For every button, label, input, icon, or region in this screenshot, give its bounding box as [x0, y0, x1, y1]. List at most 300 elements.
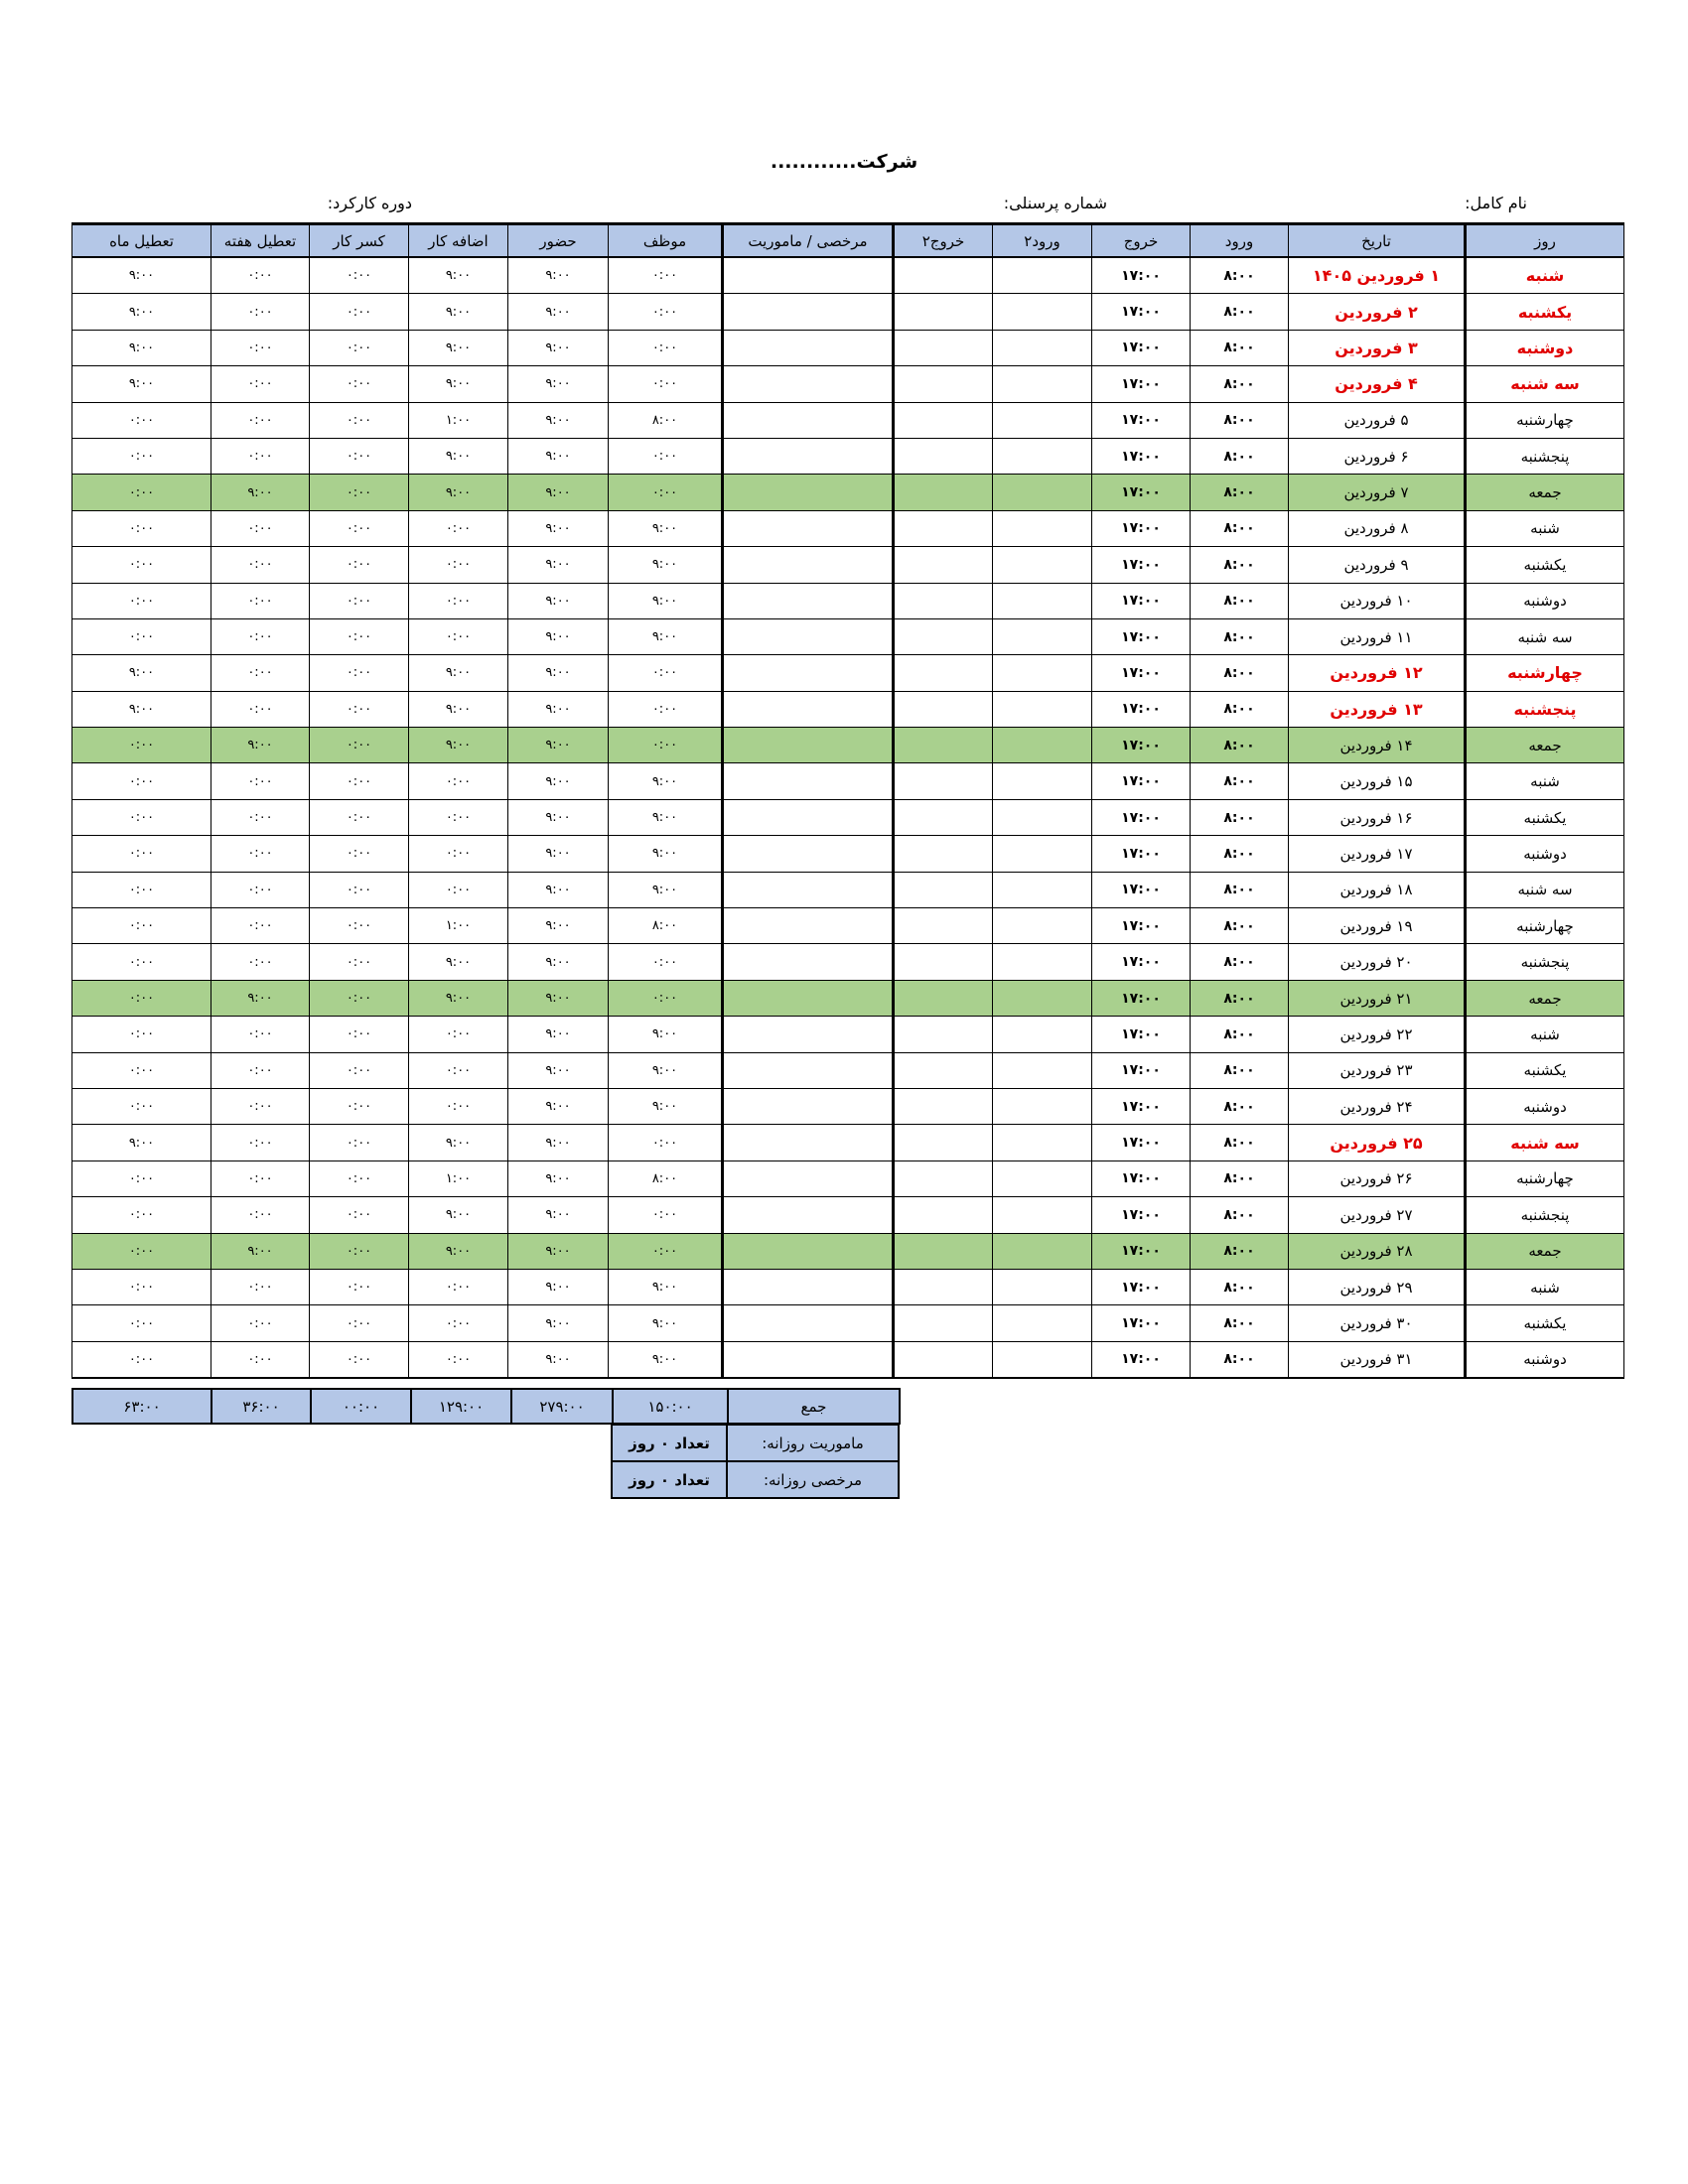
duty-cell: ۹:۰۰ [609, 763, 723, 799]
overtime-cell: ۹:۰۰ [409, 1197, 508, 1233]
exit-time-cell: ۱۷:۰۰ [1092, 402, 1191, 438]
out2-col-header: خروج۲ [894, 224, 993, 258]
deficit-cell: ۰:۰۰ [310, 836, 409, 872]
day-cell: جمعه [1466, 475, 1624, 510]
date-col-header: تاریخ [1289, 224, 1466, 258]
exit2-cell [894, 618, 993, 654]
table-row [72, 944, 1624, 980]
overtime-cell: ۹:۰۰ [409, 330, 508, 365]
deficit-cell: ۰:۰۰ [310, 1197, 409, 1233]
presence-cell: ۹:۰۰ [508, 691, 609, 727]
table-row [72, 1233, 1624, 1269]
date-cell: ۳ فروردین [1289, 330, 1466, 365]
month-holiday-cell: ۰:۰۰ [72, 402, 211, 438]
deficit-cell: ۰:۰۰ [310, 1052, 409, 1088]
entry2-cell [993, 294, 1092, 330]
entry-time-cell: ۸:۰۰ [1191, 330, 1289, 365]
presence-cell: ۹:۰۰ [508, 980, 609, 1016]
exit-time-cell: ۱۷:۰۰ [1092, 1160, 1191, 1196]
leave-mission-cell [723, 944, 894, 980]
exit-time-cell: ۱۷:۰۰ [1092, 366, 1191, 402]
overtime-cell: ۹:۰۰ [409, 475, 508, 510]
entry2-cell [993, 691, 1092, 727]
date-cell: ۷ فروردین [1289, 475, 1466, 510]
deficit-cell: ۰:۰۰ [310, 618, 409, 654]
week-holiday-cell: ۰:۰۰ [211, 1305, 310, 1341]
date-cell: ۱۲ فروردین [1289, 655, 1466, 691]
deficit-cell: ۰:۰۰ [310, 799, 409, 835]
day-cell: چهارشنبه [1466, 908, 1624, 944]
overtime-cell: ۰:۰۰ [409, 1305, 508, 1341]
entry-time-cell: ۸:۰۰ [1191, 547, 1289, 583]
presence-cell: ۹:۰۰ [508, 872, 609, 907]
duty-cell: ۹:۰۰ [609, 1269, 723, 1304]
day-cell: شنبه [1466, 1269, 1624, 1304]
overtime-cell: ۹:۰۰ [409, 655, 508, 691]
table-row [72, 1341, 1624, 1378]
leave-mission-cell [723, 330, 894, 365]
entry-time-cell: ۸:۰۰ [1191, 728, 1289, 763]
entry2-cell [993, 1088, 1092, 1124]
table-row [72, 547, 1624, 583]
month-holiday-cell: ۰:۰۰ [72, 510, 211, 546]
week-holiday-cell: ۰:۰۰ [211, 1052, 310, 1088]
table-row [72, 728, 1624, 763]
week-holiday-cell: ۹:۰۰ [211, 980, 310, 1016]
overtime-cell: ۰:۰۰ [409, 1341, 508, 1378]
duty-cell: ۸:۰۰ [609, 1160, 723, 1196]
entry2-cell [993, 402, 1092, 438]
month-holiday-cell: ۹:۰۰ [72, 655, 211, 691]
week-holiday-cell: ۰:۰۰ [211, 402, 310, 438]
duty-cell: ۸:۰۰ [609, 402, 723, 438]
entry-time-cell: ۸:۰۰ [1191, 908, 1289, 944]
presence-cell: ۹:۰۰ [508, 366, 609, 402]
month-holiday-cell: ۰:۰۰ [72, 872, 211, 907]
entry-time-cell: ۸:۰۰ [1191, 1017, 1289, 1052]
day-cell: پنجشنبه [1466, 438, 1624, 474]
deficit-cell: ۰:۰۰ [310, 872, 409, 907]
presence-col-header: حضور [508, 224, 609, 258]
day-cell: یکشنبه [1466, 1052, 1624, 1088]
day-cell: جمعه [1466, 728, 1624, 763]
entry2-cell [993, 1269, 1092, 1304]
deficit-cell: ۰:۰۰ [310, 1269, 409, 1304]
leave-mission-cell [723, 1125, 894, 1160]
presence-cell: ۹:۰۰ [508, 1017, 609, 1052]
overtime-cell: ۰:۰۰ [409, 583, 508, 618]
exit-time-cell: ۱۷:۰۰ [1092, 691, 1191, 727]
duty-cell: ۰:۰۰ [609, 1197, 723, 1233]
month-holiday-cell: ۰:۰۰ [72, 836, 211, 872]
date-cell: ۱۶ فروردین [1289, 799, 1466, 835]
mission-value: تعداد ۰ روز [612, 1425, 727, 1461]
exit2-cell [894, 547, 993, 583]
table-row [72, 691, 1624, 727]
exit-time-cell: ۱۷:۰۰ [1092, 980, 1191, 1016]
overtime-cell: ۰:۰۰ [409, 836, 508, 872]
presence-cell: ۹:۰۰ [508, 257, 609, 294]
out-col-header: خروج [1092, 224, 1191, 258]
deficit-cell: ۰:۰۰ [310, 1341, 409, 1378]
entry-time-cell: ۸:۰۰ [1191, 799, 1289, 835]
leave-mission-cell [723, 1197, 894, 1233]
entry-time-cell: ۸:۰۰ [1191, 1052, 1289, 1088]
exit-time-cell: ۱۷:۰۰ [1092, 583, 1191, 618]
total-overtime: ۱۲۹:۰۰ [411, 1389, 511, 1424]
presence-cell: ۹:۰۰ [508, 1269, 609, 1304]
date-cell: ۲۵ فروردین [1289, 1125, 1466, 1160]
mission-row [612, 1425, 899, 1461]
entry2-cell [993, 1305, 1092, 1341]
exit2-cell [894, 366, 993, 402]
day-cell: یکشنبه [1466, 547, 1624, 583]
table-row [72, 1088, 1624, 1124]
exit2-cell [894, 1052, 993, 1088]
entry2-cell [993, 618, 1092, 654]
duty-cell: ۹:۰۰ [609, 583, 723, 618]
entry2-cell [993, 799, 1092, 835]
presence-cell: ۹:۰۰ [508, 763, 609, 799]
date-cell: ۱ فروردین ۱۴۰۵ [1289, 257, 1466, 294]
month-holiday-cell: ۰:۰۰ [72, 728, 211, 763]
presence-cell: ۹:۰۰ [508, 799, 609, 835]
exit2-cell [894, 980, 993, 1016]
day-cell: دوشنبه [1466, 583, 1624, 618]
exit-time-cell: ۱۷:۰۰ [1092, 1088, 1191, 1124]
entry2-cell [993, 583, 1092, 618]
table-row [72, 799, 1624, 835]
date-cell: ۳۰ فروردین [1289, 1305, 1466, 1341]
deficit-cell: ۰:۰۰ [310, 908, 409, 944]
entry2-cell [993, 872, 1092, 907]
exit-time-cell: ۱۷:۰۰ [1092, 728, 1191, 763]
leave-mission-cell [723, 1233, 894, 1269]
date-cell: ۲۸ فروردین [1289, 1233, 1466, 1269]
entry2-cell [993, 1017, 1092, 1052]
leave-mission-cell [723, 728, 894, 763]
month-holiday-cell: ۰:۰۰ [72, 1269, 211, 1304]
daily-summary-table [611, 1424, 900, 1499]
date-cell: ۱۸ فروردین [1289, 872, 1466, 907]
table-row [72, 366, 1624, 402]
deficit-cell: ۰:۰۰ [310, 510, 409, 546]
day-cell: جمعه [1466, 980, 1624, 1016]
entry2-cell [993, 1160, 1092, 1196]
date-cell: ۲۶ فروردین [1289, 1160, 1466, 1196]
presence-cell: ۹:۰۰ [508, 583, 609, 618]
leave-mission-cell [723, 583, 894, 618]
date-cell: ۵ فروردین [1289, 402, 1466, 438]
month-holiday-cell: ۰:۰۰ [72, 583, 211, 618]
leave-mission-col-header: مرخصی / ماموریت [723, 224, 894, 258]
presence-cell: ۹:۰۰ [508, 1160, 609, 1196]
day-cell: دوشنبه [1466, 1341, 1624, 1378]
exit2-cell [894, 836, 993, 872]
deficit-cell: ۰:۰۰ [310, 944, 409, 980]
exit-time-cell: ۱۷:۰۰ [1092, 1017, 1191, 1052]
total-label: جمع [728, 1389, 900, 1424]
exit2-cell [894, 872, 993, 907]
deficit-cell: ۰:۰۰ [310, 547, 409, 583]
exit2-cell [894, 1269, 993, 1304]
day-cell: شنبه [1466, 1017, 1624, 1052]
work-period-label: دوره کارکرد: [327, 194, 412, 212]
exit2-cell [894, 655, 993, 691]
deficit-cell: ۰:۰۰ [310, 438, 409, 474]
week-holiday-cell: ۰:۰۰ [211, 1269, 310, 1304]
week-holiday-cell: ۰:۰۰ [211, 1017, 310, 1052]
overtime-cell: ۱:۰۰ [409, 908, 508, 944]
entry2-cell [993, 510, 1092, 546]
deficit-cell: ۰:۰۰ [310, 1125, 409, 1160]
month-holiday-cell: ۰:۰۰ [72, 1052, 211, 1088]
week-holiday-cell: ۰:۰۰ [211, 1160, 310, 1196]
duty-cell: ۹:۰۰ [609, 1052, 723, 1088]
day-cell: سه شنبه [1466, 872, 1624, 907]
table-body [72, 257, 1624, 1378]
leave-mission-cell [723, 655, 894, 691]
entry-time-cell: ۸:۰۰ [1191, 980, 1289, 1016]
deficit-cell: ۰:۰۰ [310, 330, 409, 365]
overtime-cell: ۰:۰۰ [409, 510, 508, 546]
duty-cell: ۰:۰۰ [609, 294, 723, 330]
entry-time-cell: ۸:۰۰ [1191, 872, 1289, 907]
deficit-cell: ۰:۰۰ [310, 366, 409, 402]
date-cell: ۱۳ فروردین [1289, 691, 1466, 727]
exit2-cell [894, 1088, 993, 1124]
date-cell: ۲۳ فروردین [1289, 1052, 1466, 1088]
entry2-cell [993, 438, 1092, 474]
day-cell: چهارشنبه [1466, 402, 1624, 438]
date-cell: ۶ فروردین [1289, 438, 1466, 474]
entry2-cell [993, 257, 1092, 294]
leave-mission-cell [723, 438, 894, 474]
exit-time-cell: ۱۷:۰۰ [1092, 908, 1191, 944]
leave-label: مرخصی روزانه: [727, 1461, 899, 1498]
day-cell: یکشنبه [1466, 294, 1624, 330]
day-cell: شنبه [1466, 257, 1624, 294]
date-cell: ۱۷ فروردین [1289, 836, 1466, 872]
day-cell: شنبه [1466, 510, 1624, 546]
week-holiday-cell: ۰:۰۰ [211, 763, 310, 799]
personnel-number-label: شماره پرسنلی: [1003, 194, 1107, 212]
table-row [72, 763, 1624, 799]
deficit-cell: ۰:۰۰ [310, 691, 409, 727]
exit2-cell [894, 583, 993, 618]
exit-time-cell: ۱۷:۰۰ [1092, 330, 1191, 365]
exit2-cell [894, 944, 993, 980]
deficit-cell: ۰:۰۰ [310, 1233, 409, 1269]
leave-mission-cell [723, 547, 894, 583]
entry-time-cell: ۸:۰۰ [1191, 1305, 1289, 1341]
presence-cell: ۹:۰۰ [508, 1125, 609, 1160]
leave-mission-cell [723, 799, 894, 835]
week-holiday-cell: ۰:۰۰ [211, 294, 310, 330]
overtime-cell: ۹:۰۰ [409, 944, 508, 980]
month-holiday-cell: ۰:۰۰ [72, 908, 211, 944]
exit-time-cell: ۱۷:۰۰ [1092, 1125, 1191, 1160]
week-holiday-cell: ۰:۰۰ [211, 330, 310, 365]
entry-time-cell: ۸:۰۰ [1191, 438, 1289, 474]
exit2-cell [894, 402, 993, 438]
presence-cell: ۹:۰۰ [508, 944, 609, 980]
entry-time-cell: ۸:۰۰ [1191, 257, 1289, 294]
month-holiday-cell: ۹:۰۰ [72, 257, 211, 294]
duty-cell: ۰:۰۰ [609, 1125, 723, 1160]
duty-cell: ۹:۰۰ [609, 836, 723, 872]
week-holiday-cell: ۰:۰۰ [211, 547, 310, 583]
exit-time-cell: ۱۷:۰۰ [1092, 475, 1191, 510]
date-cell: ۲۴ فروردین [1289, 1088, 1466, 1124]
exit2-cell [894, 1197, 993, 1233]
day-cell: سه شنبه [1466, 1125, 1624, 1160]
duty-cell: ۰:۰۰ [609, 691, 723, 727]
duty-cell: ۰:۰۰ [609, 1233, 723, 1269]
deficit-col-header: کسر کار [310, 224, 409, 258]
table-row [72, 655, 1624, 691]
deficit-cell: ۰:۰۰ [310, 402, 409, 438]
deficit-cell: ۰:۰۰ [310, 1088, 409, 1124]
week-holiday-cell: ۰:۰۰ [211, 691, 310, 727]
exit2-cell [894, 475, 993, 510]
overtime-col-header: اضافه کار [409, 224, 508, 258]
entry2-cell [993, 908, 1092, 944]
overtime-cell: ۰:۰۰ [409, 547, 508, 583]
month-holiday-col-header: تعطیل ماه [72, 224, 211, 258]
deficit-cell: ۰:۰۰ [310, 980, 409, 1016]
entry2-cell [993, 980, 1092, 1016]
overtime-cell: ۰:۰۰ [409, 763, 508, 799]
duty-cell: ۰:۰۰ [609, 257, 723, 294]
day-cell: سه شنبه [1466, 618, 1624, 654]
exit-time-cell: ۱۷:۰۰ [1092, 1305, 1191, 1341]
entry-time-cell: ۸:۰۰ [1191, 763, 1289, 799]
week-holiday-cell: ۹:۰۰ [211, 728, 310, 763]
presence-cell: ۹:۰۰ [508, 655, 609, 691]
exit2-cell [894, 1160, 993, 1196]
date-cell: ۱۴ فروردین [1289, 728, 1466, 763]
exit-time-cell: ۱۷:۰۰ [1092, 438, 1191, 474]
leave-value: تعداد ۰ روز [612, 1461, 727, 1498]
month-holiday-cell: ۹:۰۰ [72, 294, 211, 330]
table-row [72, 294, 1624, 330]
deficit-cell: ۰:۰۰ [310, 1160, 409, 1196]
overtime-cell: ۰:۰۰ [409, 872, 508, 907]
exit2-cell [894, 510, 993, 546]
leave-mission-cell [723, 763, 894, 799]
overtime-cell: ۰:۰۰ [409, 1017, 508, 1052]
overtime-cell: ۹:۰۰ [409, 980, 508, 1016]
leave-row [612, 1461, 899, 1498]
entry2-cell [993, 330, 1092, 365]
leave-mission-cell [723, 402, 894, 438]
date-cell: ۲۰ فروردین [1289, 944, 1466, 980]
entry-time-cell: ۸:۰۰ [1191, 294, 1289, 330]
month-holiday-cell: ۰:۰۰ [72, 475, 211, 510]
day-cell: دوشنبه [1466, 1088, 1624, 1124]
in-col-header: ورود [1191, 224, 1289, 258]
month-holiday-cell: ۰:۰۰ [72, 799, 211, 835]
week-holiday-cell: ۰:۰۰ [211, 1197, 310, 1233]
table-row [72, 1125, 1624, 1160]
leave-mission-cell [723, 836, 894, 872]
total-deficit: ۰۰:۰۰ [311, 1389, 411, 1424]
entry-time-cell: ۸:۰۰ [1191, 1341, 1289, 1378]
deficit-cell: ۰:۰۰ [310, 1017, 409, 1052]
exit2-cell [894, 908, 993, 944]
date-cell: ۲۲ فروردین [1289, 1017, 1466, 1052]
leave-mission-cell [723, 908, 894, 944]
presence-cell: ۹:۰۰ [508, 1052, 609, 1088]
entry-time-cell: ۸:۰۰ [1191, 1233, 1289, 1269]
total-week-holiday: ۳۶:۰۰ [211, 1389, 311, 1424]
week-holiday-col-header: تعطیل هفته [211, 224, 310, 258]
presence-cell: ۹:۰۰ [508, 438, 609, 474]
total-duty: ۱۵۰:۰۰ [613, 1389, 728, 1424]
presence-cell: ۹:۰۰ [508, 510, 609, 546]
exit-time-cell: ۱۷:۰۰ [1092, 944, 1191, 980]
entry-time-cell: ۸:۰۰ [1191, 836, 1289, 872]
week-holiday-cell: ۹:۰۰ [211, 1233, 310, 1269]
table-row [72, 836, 1624, 872]
entry-time-cell: ۸:۰۰ [1191, 583, 1289, 618]
day-cell: چهارشنبه [1466, 655, 1624, 691]
exit-time-cell: ۱۷:۰۰ [1092, 1269, 1191, 1304]
exit2-cell [894, 691, 993, 727]
duty-cell: ۹:۰۰ [609, 1341, 723, 1378]
total-presence: ۲۷۹:۰۰ [511, 1389, 613, 1424]
month-holiday-cell: ۰:۰۰ [72, 1088, 211, 1124]
in2-col-header: ورود۲ [993, 224, 1092, 258]
entry2-cell [993, 1341, 1092, 1378]
month-holiday-cell: ۰:۰۰ [72, 1341, 211, 1378]
duty-col-header: موظف [609, 224, 723, 258]
leave-mission-cell [723, 1305, 894, 1341]
entry2-cell [993, 944, 1092, 980]
overtime-cell: ۱:۰۰ [409, 402, 508, 438]
entry2-cell [993, 728, 1092, 763]
overtime-cell: ۱:۰۰ [409, 1160, 508, 1196]
month-holiday-cell: ۰:۰۰ [72, 763, 211, 799]
duty-cell: ۹:۰۰ [609, 872, 723, 907]
month-holiday-cell: ۹:۰۰ [72, 366, 211, 402]
date-cell: ۸ فروردین [1289, 510, 1466, 546]
entry-time-cell: ۸:۰۰ [1191, 618, 1289, 654]
month-holiday-cell: ۰:۰۰ [72, 547, 211, 583]
entry2-cell [993, 1125, 1092, 1160]
presence-cell: ۹:۰۰ [508, 1088, 609, 1124]
leave-mission-cell [723, 366, 894, 402]
table-row [72, 438, 1624, 474]
month-holiday-cell: ۰:۰۰ [72, 944, 211, 980]
day-col-header: روز [1466, 224, 1624, 258]
entry-time-cell: ۸:۰۰ [1191, 655, 1289, 691]
entry2-cell [993, 475, 1092, 510]
leave-mission-cell [723, 475, 894, 510]
week-holiday-cell: ۰:۰۰ [211, 438, 310, 474]
week-holiday-cell: ۰:۰۰ [211, 655, 310, 691]
presence-cell: ۹:۰۰ [508, 1197, 609, 1233]
overtime-cell: ۰:۰۰ [409, 1269, 508, 1304]
exit2-cell [894, 257, 993, 294]
table-row [72, 908, 1624, 944]
date-cell: ۴ فروردین [1289, 366, 1466, 402]
overtime-cell: ۰:۰۰ [409, 1088, 508, 1124]
week-holiday-cell: ۰:۰۰ [211, 908, 310, 944]
month-holiday-cell: ۰:۰۰ [72, 618, 211, 654]
table-row [72, 618, 1624, 654]
